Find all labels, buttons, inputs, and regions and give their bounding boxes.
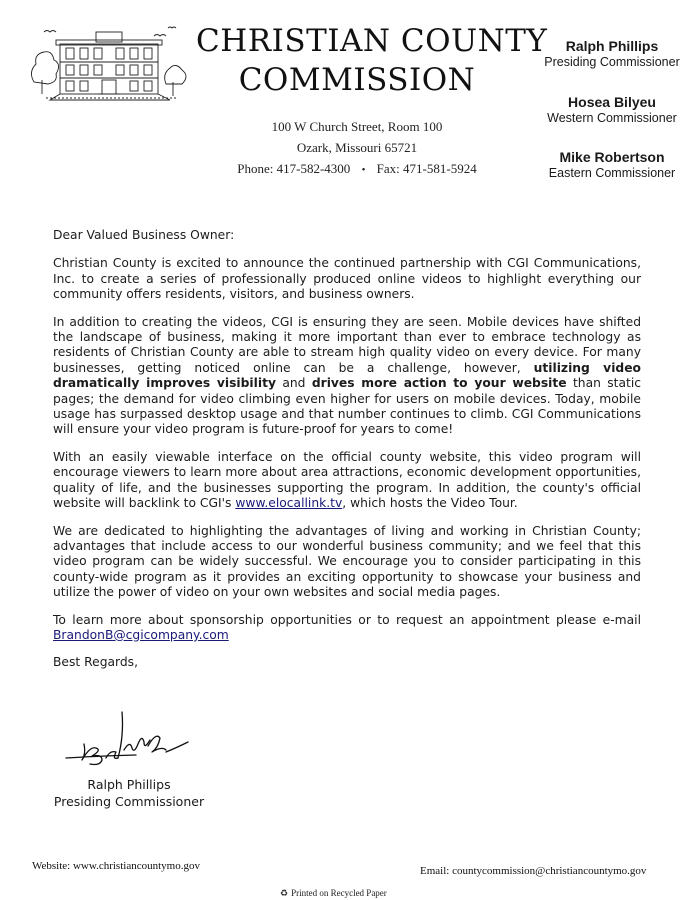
commissioner-title: Western Commissioner	[547, 111, 677, 125]
address-line2: Ozark, Missouri 65721	[296, 140, 418, 155]
commissioner-name: Ralph Phillips	[565, 38, 659, 54]
courthouse-illustration	[26, 22, 194, 102]
commissioner-name: Hosea Bilyeu	[568, 94, 656, 110]
bullet-separator: •	[361, 164, 366, 176]
paragraph-text: , which hosts the Video Tour.	[342, 496, 518, 511]
signer-title: Presiding Commissioner	[53, 794, 205, 809]
recycled-text: Printed on Recycled Paper	[291, 888, 387, 898]
greeting: Dear Valued Business Owner:	[53, 228, 235, 242]
emphasis-visibility: utilizing video dramatically improves visibility	[53, 360, 641, 391]
letter-body	[53, 228, 641, 683]
commissioner-name: Mike Robertson	[559, 149, 665, 165]
paragraph-intro: Christian County is excited to announce the continued partnership with CGI Communications, Inc. to create a series of professionally produced online videos to highlight everything our community offers residents, visitors, and business owners.	[53, 256, 641, 302]
emphasis-website-action: drives more action to your website	[311, 376, 567, 391]
paragraph-contact	[53, 613, 641, 644]
paragraph-text: To learn more about sponsorship opportunities or to request an appointment please e-mail	[53, 612, 641, 627]
elocallink-link[interactable]: www.elocallink.tv	[235, 496, 343, 511]
paragraph-dedication: We are dedicated to highlighting the advantages of living and working in Christian County; advantages that include access to our wonderful business community; and we feel that this video program can be widely successful. We encourage you to consider participating in this county-wide program as it provides an exciting opportunity to showcase your business and utilize the power of video on your own websites and social media pages.	[53, 523, 641, 600]
paragraph-text: than static pages; the demand for video climbing even higher for users on mobile devices. Today, mobile usage has surpassed desktop usage and that number continues to climb. CGI Communications will ensure your video program is future-proof for years to come!	[53, 376, 642, 437]
org-name-line2: COMMISSION	[238, 62, 476, 98]
paragraph-text: In addition to creating the videos, CGI is ensuring they are seen. Mobile devices have shifted the landscape of business, making it more important than ever to embrace technology as residents of Christian County are able to stream high quality video on every device. For many businesses, getting noticed online can be a challenge, however,	[53, 314, 641, 375]
paragraph-text: and	[275, 376, 312, 391]
contact-line	[200, 158, 514, 181]
commissioner-eastern	[527, 149, 697, 181]
paragraph-interface	[53, 450, 641, 512]
organization-title	[196, 22, 548, 100]
fax-number: Fax: 471-581-5924	[376, 161, 477, 176]
footer-website: Website: www.christiancountymo.gov	[32, 860, 200, 872]
phone-number: Phone: 417-582-4300	[237, 161, 351, 176]
signer-name: Ralph Phillips	[87, 777, 171, 792]
commissioner-title: Presiding Commissioner	[544, 55, 680, 69]
handwritten-signature	[62, 708, 222, 770]
paragraph-mobile	[53, 315, 641, 438]
signer-block	[34, 776, 224, 810]
commissioner-western	[527, 94, 697, 126]
contact-email-link[interactable]: BrandonB@cgicompany.com	[53, 627, 229, 642]
organization-address	[200, 116, 514, 181]
org-name-line1: CHRISTIAN COUNTY	[196, 23, 548, 59]
recycled-paper-note	[280, 888, 387, 899]
address-line1: 100 W Church Street, Room 100	[271, 119, 443, 134]
commissioner-presiding	[527, 38, 697, 70]
recycle-icon: ♻	[280, 888, 289, 898]
commissioner-title: Eastern Commissioner	[548, 166, 676, 180]
footer-email: Email: countycommission@christiancountymo.gov	[420, 865, 647, 877]
paragraph-text: With an easily viewable interface on the official county website, this video program will encourage viewers to learn more about area attractions, economic development opportunities, quality of life, and the businesses supporting the program. In addition, the county's official website will backlink to CGI's	[53, 449, 641, 511]
closing: Best Regards,	[53, 655, 138, 670]
